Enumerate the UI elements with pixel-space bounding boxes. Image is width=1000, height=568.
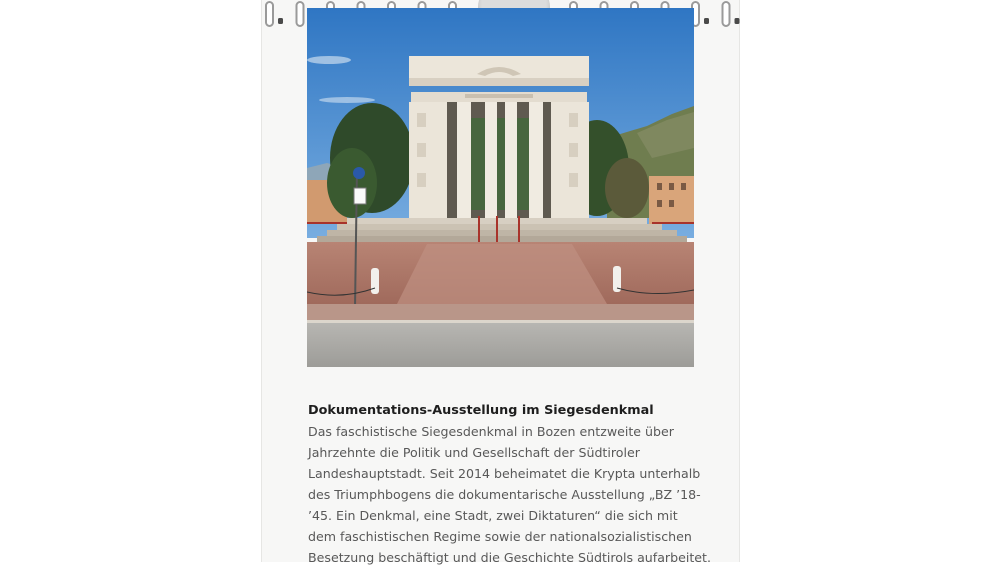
binding-ring <box>297 2 304 26</box>
monument-photo <box>307 8 694 367</box>
article-title: Dokumentations-Ausstellung im Siegesdenkmal <box>308 403 654 418</box>
article <box>308 400 711 568</box>
article-line: ’45. Ein Denkmal, eine Stadt, zwei Diktaturen“ die sich mit <box>308 508 678 523</box>
article-line: dem faschistischen Regime sowie der nationalsozialistischen <box>308 529 692 544</box>
article-line: Landeshauptstadt. Seit 2014 beheimatet die Krypta unterhalb <box>308 466 701 481</box>
binding-ring <box>723 2 730 26</box>
article-line: Das faschistische Siegesdenkmal in Bozen entzweite über <box>308 424 674 439</box>
punch-hole <box>704 18 709 24</box>
punch-hole <box>735 18 740 24</box>
article-line: Jahrzehnte die Politik und Gesellschaft der Südtiroler <box>308 445 640 460</box>
binding-ring <box>266 2 273 26</box>
punch-hole <box>278 18 283 24</box>
article-line: des Triumphbogens die dokumentarische Ausstellung „BZ ’18- <box>308 487 701 502</box>
article-line: Besetzung beschäftigt und die Geschichte Südtirols aufarbeitet. <box>308 550 711 565</box>
